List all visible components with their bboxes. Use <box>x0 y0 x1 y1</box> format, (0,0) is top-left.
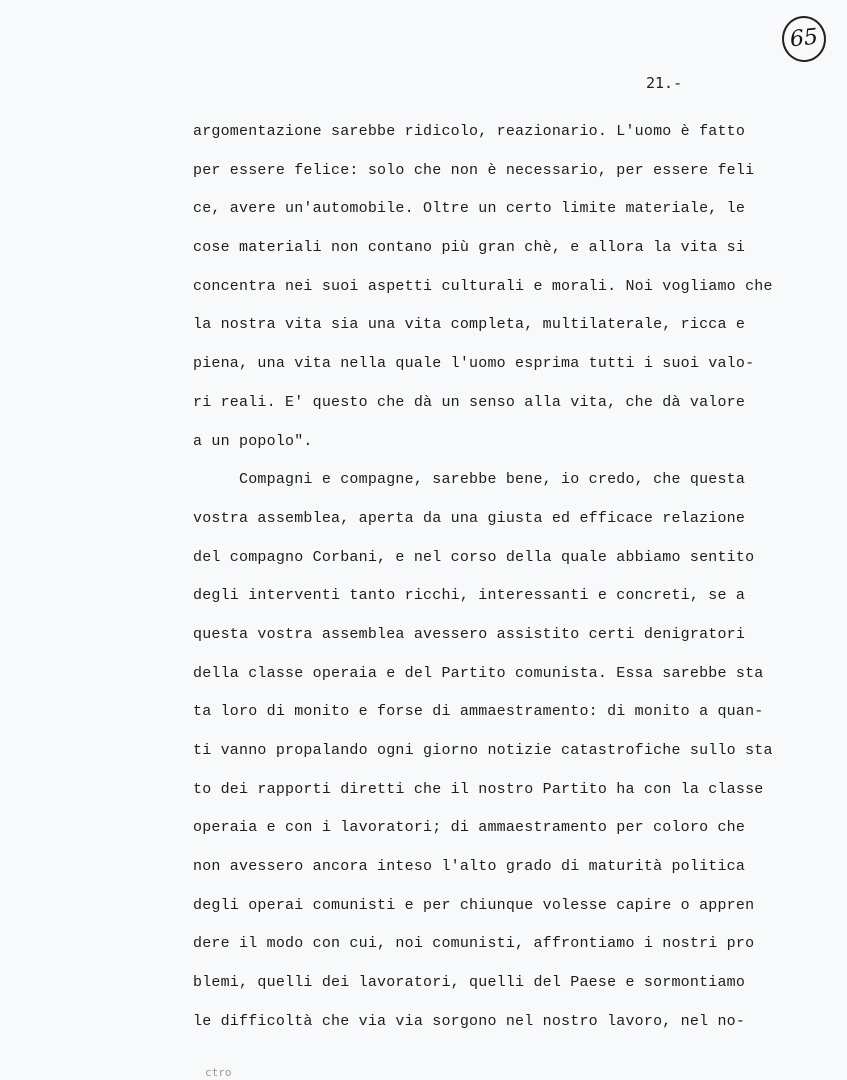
text-line: cose materiali non contano più gran chè, e allora la vita si <box>193 239 746 257</box>
body-text <box>193 120 823 1049</box>
text-line: della classe operaia e del Partito comunista. Essa sarebbe sta <box>193 664 764 682</box>
text-line: non avessero ancora inteso l'alto grado di maturità politica <box>193 858 746 876</box>
text-line: ti vanno propalando ogni giorno notizie catastrofiche sullo sta <box>193 742 773 759</box>
text-line: argomentazione sarebbe ridicolo, reazionario. L'uomo è fatto <box>193 123 746 140</box>
text-line: le difficoltà che via via sorgono nel nostro lavoro, nel no- <box>193 1012 746 1030</box>
text-line: Compagni e compagne, sarebbe bene, io credo, che questa <box>193 471 746 489</box>
text-line: concentra nei suoi aspetti culturali e morali. Noi vogliamo che <box>193 277 773 295</box>
text-line: questa vostra assemblea avessero assistito certi denigratori <box>193 625 746 643</box>
text-line: a un popolo". <box>193 432 313 450</box>
text-line: del compagno Corbani, e nel corso della quale abbiamo sentito <box>193 548 755 566</box>
text-line: degli operai comunisti e per chiunque volesse capire o appren <box>193 896 755 914</box>
bottom-mark: ctro <box>205 1066 232 1079</box>
text-line: piena, una vita nella quale l'uomo esprima tutti i suoi valo- <box>193 355 755 373</box>
text-line: per essere felice: solo che non è necessario, per essere feli <box>193 161 755 179</box>
text-line: blemi, quelli dei lavoratori, quelli del Paese e sormontiamo <box>193 974 746 992</box>
text-line: ri reali. E' questo che dà un senso alla vita, che dà valore <box>193 393 746 411</box>
text-line: degli interventi tanto ricchi, interessanti e concreti, se a <box>193 587 746 605</box>
text-line: operaia e con i lavoratori; di ammaestramento per coloro che <box>193 819 746 837</box>
text-line: to dei rapporti diretti che il nostro Partito ha con la classe <box>193 780 764 798</box>
page-annotation: 65 <box>780 14 829 64</box>
text-line: ce, avere un'automobile. Oltre un certo limite materiale, le <box>193 200 746 218</box>
text-line: vostra assemblea, aperta da una giusta ed efficace relazione <box>193 509 746 527</box>
text-line: dere il modo con cui, noi comunisti, affrontiamo i nostri pro <box>193 935 755 953</box>
page-number: 21.- <box>646 74 683 92</box>
text-line: la nostra vita sia una vita completa, multilaterale, ricca e <box>193 316 746 334</box>
text-line: ta loro di monito e forse di ammaestramento: di monito a quan- <box>193 703 764 721</box>
